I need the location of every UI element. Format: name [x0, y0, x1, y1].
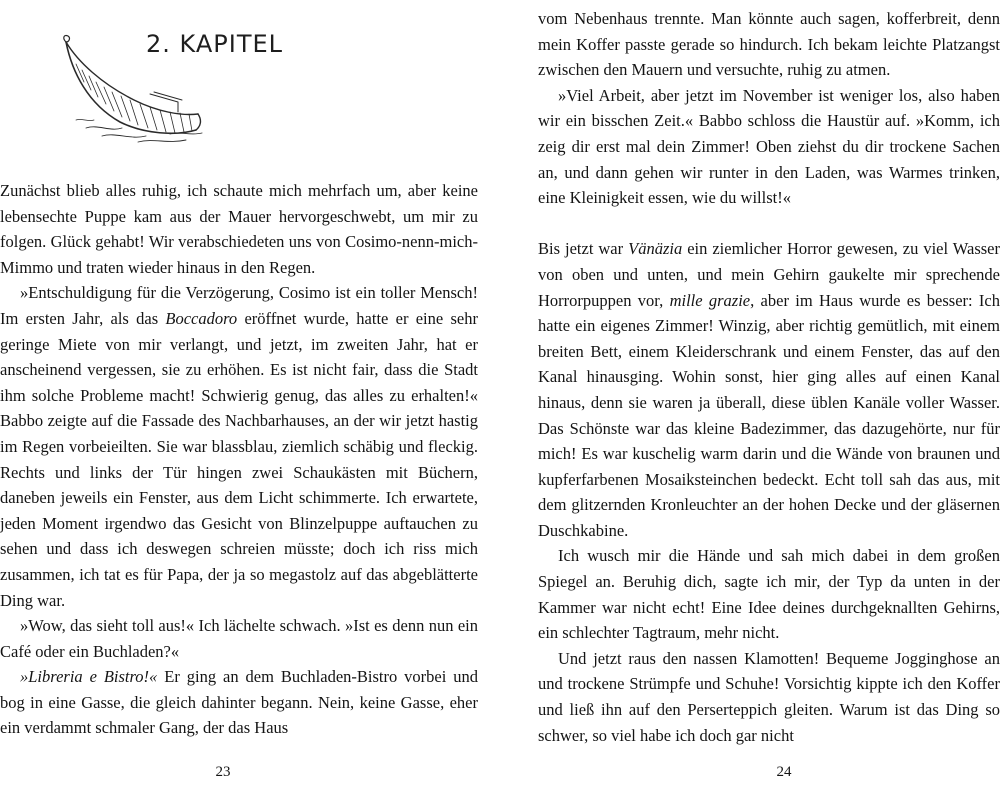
italic-text: »Libreria e Bistro!«	[20, 667, 158, 687]
italic-text: mille grazie	[669, 290, 751, 310]
paragraph	[0, 613, 478, 664]
text-run: eröffnet wurde, hatte er eine sehr geringe Miete von mir verlangt, und jetzt, im zweiten Jahr, hat er anscheinend vergessen, sie zu erhöhen. Es ist nicht fair, dass die Stadt ihm solche Probleme macht! Schwierig genug, das alles zu erhalten!« Babbo zeigte auf die Fassade des Nachbarhauses, an der wir jetzt hastig im Regen vorbeieilten. Sie war blassblau, ziemlich schäbig und fleckig. Rechts und links der Tür hingen zwei Schaukästen mit Büchern, daneben jeweils ein Fenster, aus dem Licht schimmerte. Ich erwartete, jeden Moment irgendwo das Gesicht von Blinzelpuppe auftauchen zu sehen und dass ich deswegen schreien müsste; doch ich riss mich zusammen, ich tat es für Papa, der ja so megastolz auf das abgeblätterte Ding war.	[0, 308, 478, 610]
page-number-left: 23	[215, 764, 231, 780]
italic-text: Vänäzia	[628, 239, 683, 259]
paragraph	[0, 664, 478, 741]
text-run: Ich wusch mir die Hände und sah mich dabei in dem großen Spiegel an. Beruhig dich, sagte ich mir, der Typ da unten in der Kammer war nicht echt! Eine Idee deines durchgeknallten Gehirns, ein schlechter Tagtraum, mehr nicht.	[538, 546, 1000, 643]
text-run: Und jetzt raus den nassen Klamotten! Bequeme Jogginghose an und trockene Strümpfe und Schuhe! Vorsichtig kippte ich den Koffer und ließ ihn auf den Perserteppich gleiten. Warum ist das Ding so schwer, so viel habe ich doch gar nicht	[538, 648, 1000, 745]
page-number-right: 24	[776, 764, 792, 780]
right-page-text	[538, 6, 1000, 748]
left-page-text	[0, 178, 478, 741]
paragraph	[0, 178, 478, 280]
paragraph	[538, 646, 1000, 748]
text-run: ein ziemlicher Horror gewesen, zu viel Wasser von oben und unten, und mein Gehirn gaukelte mir sprechende Horrorpuppen vor,	[538, 239, 1000, 310]
text-run: Er ging an dem Buchladen-Bistro vorbei und bog in eine Gasse, die gleich dahinter begann. Nein, keine Gasse, eher ein verdammt schmaler Gang, der das Haus	[0, 667, 478, 738]
text-run: Bis jetzt war	[538, 239, 629, 259]
text-run: »Wow, das sieht toll aus!« Ich lächelte schwach. »Ist es denn nun ein Café oder ein Buchladen?«	[0, 616, 478, 661]
right-page	[538, 0, 1000, 800]
text-run: »Viel Arbeit, aber jetzt im November ist weniger los, also haben wir ein bisschen Zeit.« Babbo schloss die Haustür auf. »Komm, ich zeig dir erst mal dein Zimmer! Oben ziehst du dir trockene Sachen an, und dann gehen wir runter in den Laden, was Warmes trinken, eine Kleinigkeit essen, wie du willst!«	[538, 85, 1000, 208]
text-run: Zunächst blieb alles ruhig, ich schaute mich mehrfach um, aber keine lebensechte Puppe kam aus der Mauer hervorgeschwebt, um mir zu folgen. Glück gehabt! Wir verabschiedeten uns von Cosimo-nenn-mich-Mimmo und traten wieder hinaus in den Regen.	[0, 181, 478, 277]
text-run: , aber im Haus wurde es besser: Ich hatte ein eigenes Zimmer! Winzig, aber richtig gemütlich, mit einem breiten Bett, einem Kleiderschrank und einem Fenster, das auf den Kanal hinausging. Wohin sonst, hier ging alles auf einen Kanal hinaus, denn sie waren ja überall, diese üblen Kanäle voller Wasser. Das Schönste war das kleine Badezimmer, das dazugehörte, nur für mich! Es war kuschelig warm darin und die Wände von braunen und kupferfarbenen Mosaiksteinchen bedeckt. Echt toll sah das aus, mit dem glitzernden Kronleuchter an der hohen Decke und der gläsernen Duschkabine.	[538, 290, 1000, 540]
chapter-title: 2. KAPITEL	[146, 30, 284, 58]
paragraph	[538, 543, 1000, 645]
left-page	[0, 0, 478, 800]
italic-text: Boccadoro	[165, 308, 238, 328]
paragraph	[538, 236, 1000, 543]
paragraph	[538, 83, 1000, 211]
paragraph	[538, 6, 1000, 83]
text-run: vom Nebenhaus trennte. Man könnte auch sagen, kofferbreit, denn mein Koffer passte gerade so hindurch. Ich bekam leichte Platzangst zwischen den Mauern und versuchte, ruhig zu atmen.	[538, 9, 1000, 80]
paragraph	[0, 280, 478, 613]
text-run: »Entschuldigung für die Verzögerung, Cosimo ist ein toller Mensch! Im ersten Jahr, als das	[0, 283, 478, 328]
